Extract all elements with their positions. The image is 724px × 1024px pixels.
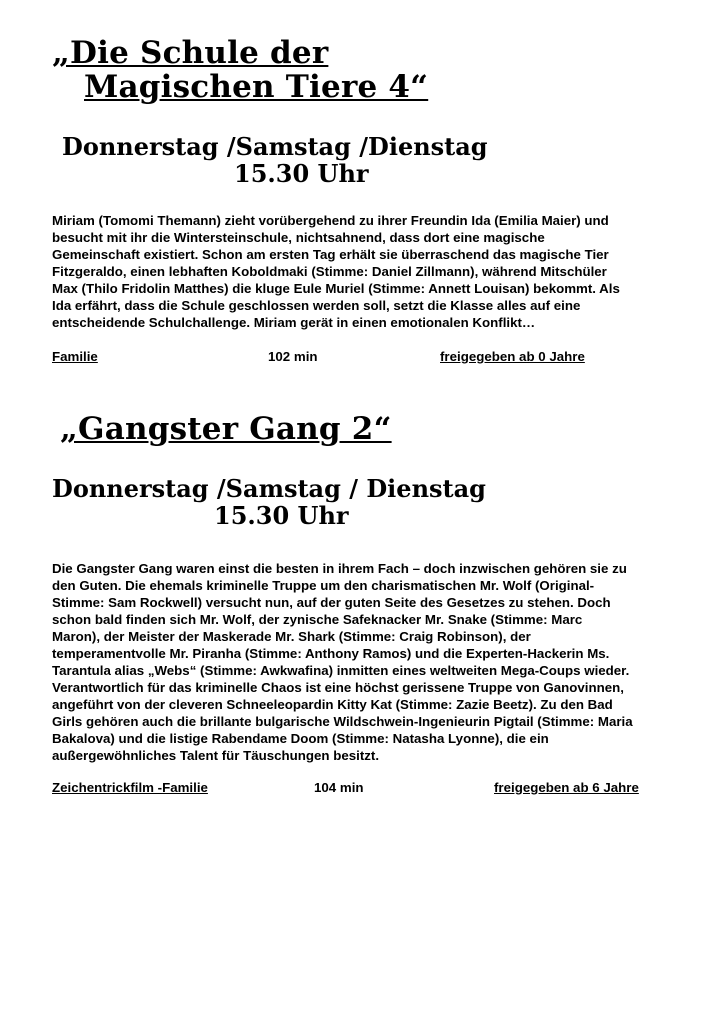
duration-label: 102 min xyxy=(268,349,318,364)
screening-days: Donnerstag /Samstag / Dienstag xyxy=(52,474,486,503)
genre-label: Zeichentrickfilm -Familie xyxy=(52,780,208,795)
genre-label: Familie xyxy=(52,349,98,364)
duration-label: 104 min xyxy=(314,780,364,795)
screening-time: 15.30 Uhr xyxy=(234,159,369,188)
movie-title: „Gangster Gang 2“ xyxy=(60,411,392,447)
movie-title-line-2: Magischen Tiere 4“ xyxy=(84,69,429,105)
movie-description: Miriam (Tomomi Themann) zieht vorübergehend zu ihrer Freundin Ida (Emilia Maier) und besucht mit ihr die Wintersteinschule, nichtsahnend, dass dort eine magische Gemeinschaft existiert. Schon am ersten Tag erhält sie überraschend das magische Tier Fitzgeraldo, einen lebhaften Koboldmaki (Stimme: Daniel Zillmann), während Mitschüler Max (Thilo Fridolin Matthes) die kluge Eule Muriel (Stimme: Annett Louisan) bekommt. Als Ida erfährt, dass die Schule geschlossen werden soll, setzt die Klasse alles auf eine entscheidende Schulchallenge. Miriam gerät in einen emotionalen Konflikt… xyxy=(52,213,620,330)
screening-time: 15.30 Uhr xyxy=(214,501,349,530)
age-rating-label: freigegeben ab 6 Jahre xyxy=(494,780,639,795)
screening-days: Donnerstag /Samstag /Dienstag xyxy=(62,132,488,161)
age-rating-label: freigegeben ab 0 Jahre xyxy=(440,349,585,364)
movie-description: Die Gangster Gang waren einst die besten in ihrem Fach – doch inzwischen gehören sie zu den Guten. Die ehemals kriminelle Truppe um den charismatischen Mr. Wolf (Original- Stimme: Sam Rockwell) versucht nun, auf der guten Seite des Gesetzes zu stehen. Doch schon bald finden sich Mr. Wolf, der zynische Safeknacker Mr. Snake (Stimme: Marc Maron), der Meister der Maskerade Mr. Shark (Stimme: Craig Robinson), der temperamentvolle Mr. Piranha (Stimme: Anthony Ramos) und die Experten-Hackerin Ms. Tarantula alias „Webs“ (Stimme: Awkwafina) inmitten eines weltweiten Mega-Coups wieder. Verantwortlich für das kriminelle Chaos ist eine höchst gerissene Truppe von Ganovinnen, angeführt von der cleveren Schneeleopardin Kitty Kat (Stimme: Zazie Beetz). Zu den Bad Girls gehören auch die brillante bulgarische Wildschwein-Ingenieurin Pigtail (Stimme: Maria Bakalova) und die listige Rabendame Doom (Stimme: Natasha Lyonne), die ein außergewöhnliches Talent für Täuschungen besitzt. xyxy=(52,561,633,763)
movie-title: „Die Schule der xyxy=(52,35,329,71)
